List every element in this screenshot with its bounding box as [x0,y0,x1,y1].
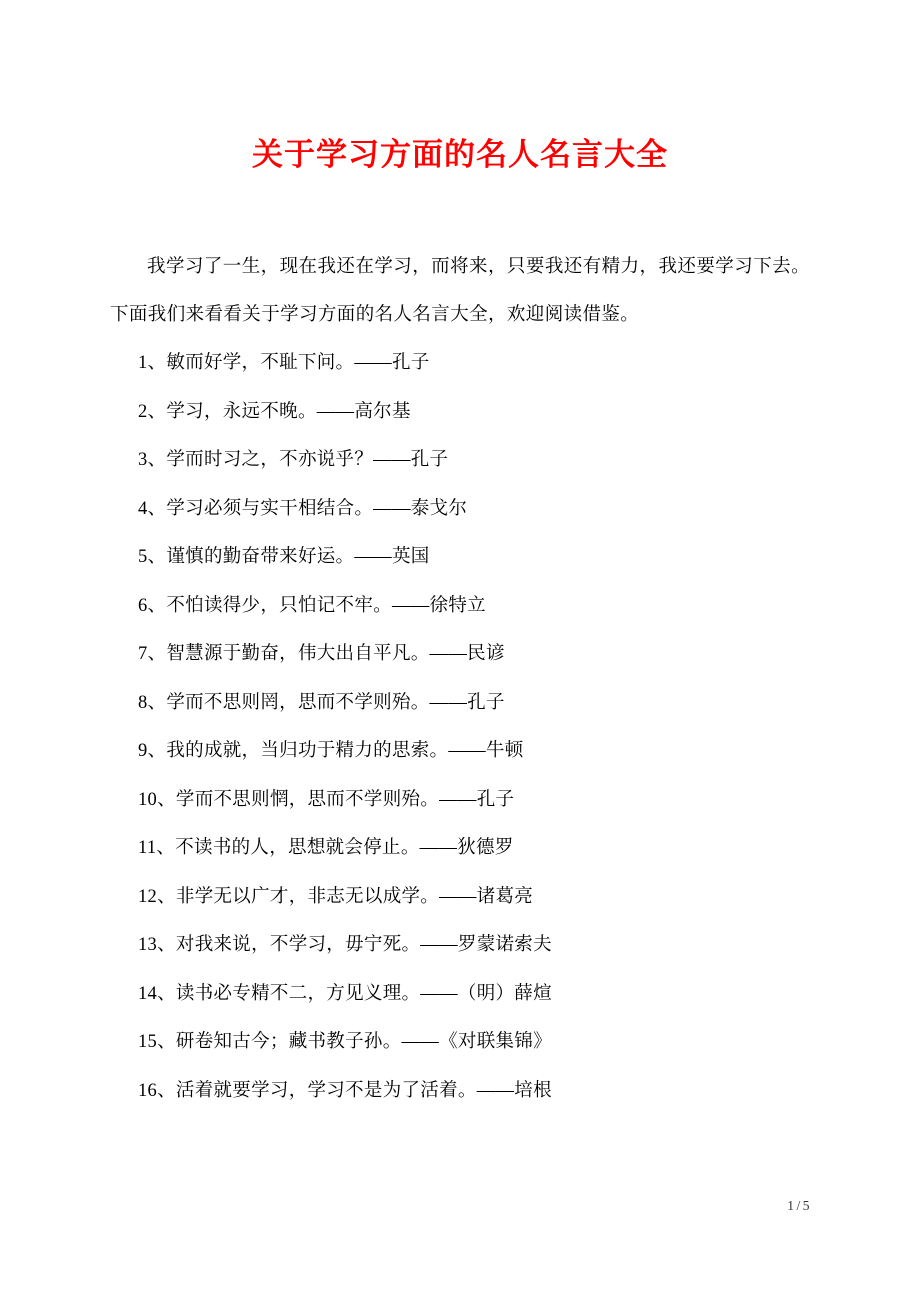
list-item: 2、学习，永远不晚。——高尔基 [138,401,411,422]
list-item: 10、学而不思则惘，思而不学则殆。——孔子 [138,789,515,810]
list-item: 6、不怕读得少，只怕记不牢。——徐特立 [138,595,486,616]
list-item: 14、读书必专精不二，方见义理。——（明）薛煊 [138,983,552,1004]
list-item: 12、非学无以广才，非志无以成学。——诸葛亮 [138,886,534,907]
list-item: 11、不读书的人，思想就会停止。——狄德罗 [138,838,514,859]
list-item: 5、谨慎的勤奋带来好运。——英国 [138,547,430,568]
page-number-separator: / [796,1198,801,1213]
list-item: 7、智慧源于勤奋，伟大出自平凡。——民谚 [138,644,505,665]
current-page-number: 1 [787,1198,795,1213]
page-number [787,1198,810,1214]
list-item: 1、敏而好学，不耻下问。——孔子 [138,353,430,374]
list-item: 4、学习必须与实干相结合。——泰戈尔 [138,498,468,519]
list-item: 8、学而不思则罔，思而不学则殆。——孔子 [138,692,505,713]
list-item: 16、活着就要学习，学习不是为了活着。——培根 [138,1080,552,1101]
total-page-count: 5 [802,1198,810,1213]
quote-list [110,339,810,1115]
list-item: 9、我的成就，当归功于精力的思索。——牛顿 [138,741,524,762]
list-item: 15、研卷知古今；藏书教子孙。——《对联集锦》 [138,1032,552,1053]
page-title: 关于学习方面的名人名言大全 [252,137,668,172]
list-item: 13、对我来说，不学习，毋宁死。——罗蒙诺索夫 [138,935,552,956]
list-item: 3、学而时习之，不亦说乎？——孔子 [138,450,449,471]
intro-paragraph: 我学习了一生，现在我还在学习，而将来，只要我还有精力，我还要学习下去。下面我们来看看关于学习方面的名人名言大全，欢迎阅读借鉴。 [110,257,810,326]
